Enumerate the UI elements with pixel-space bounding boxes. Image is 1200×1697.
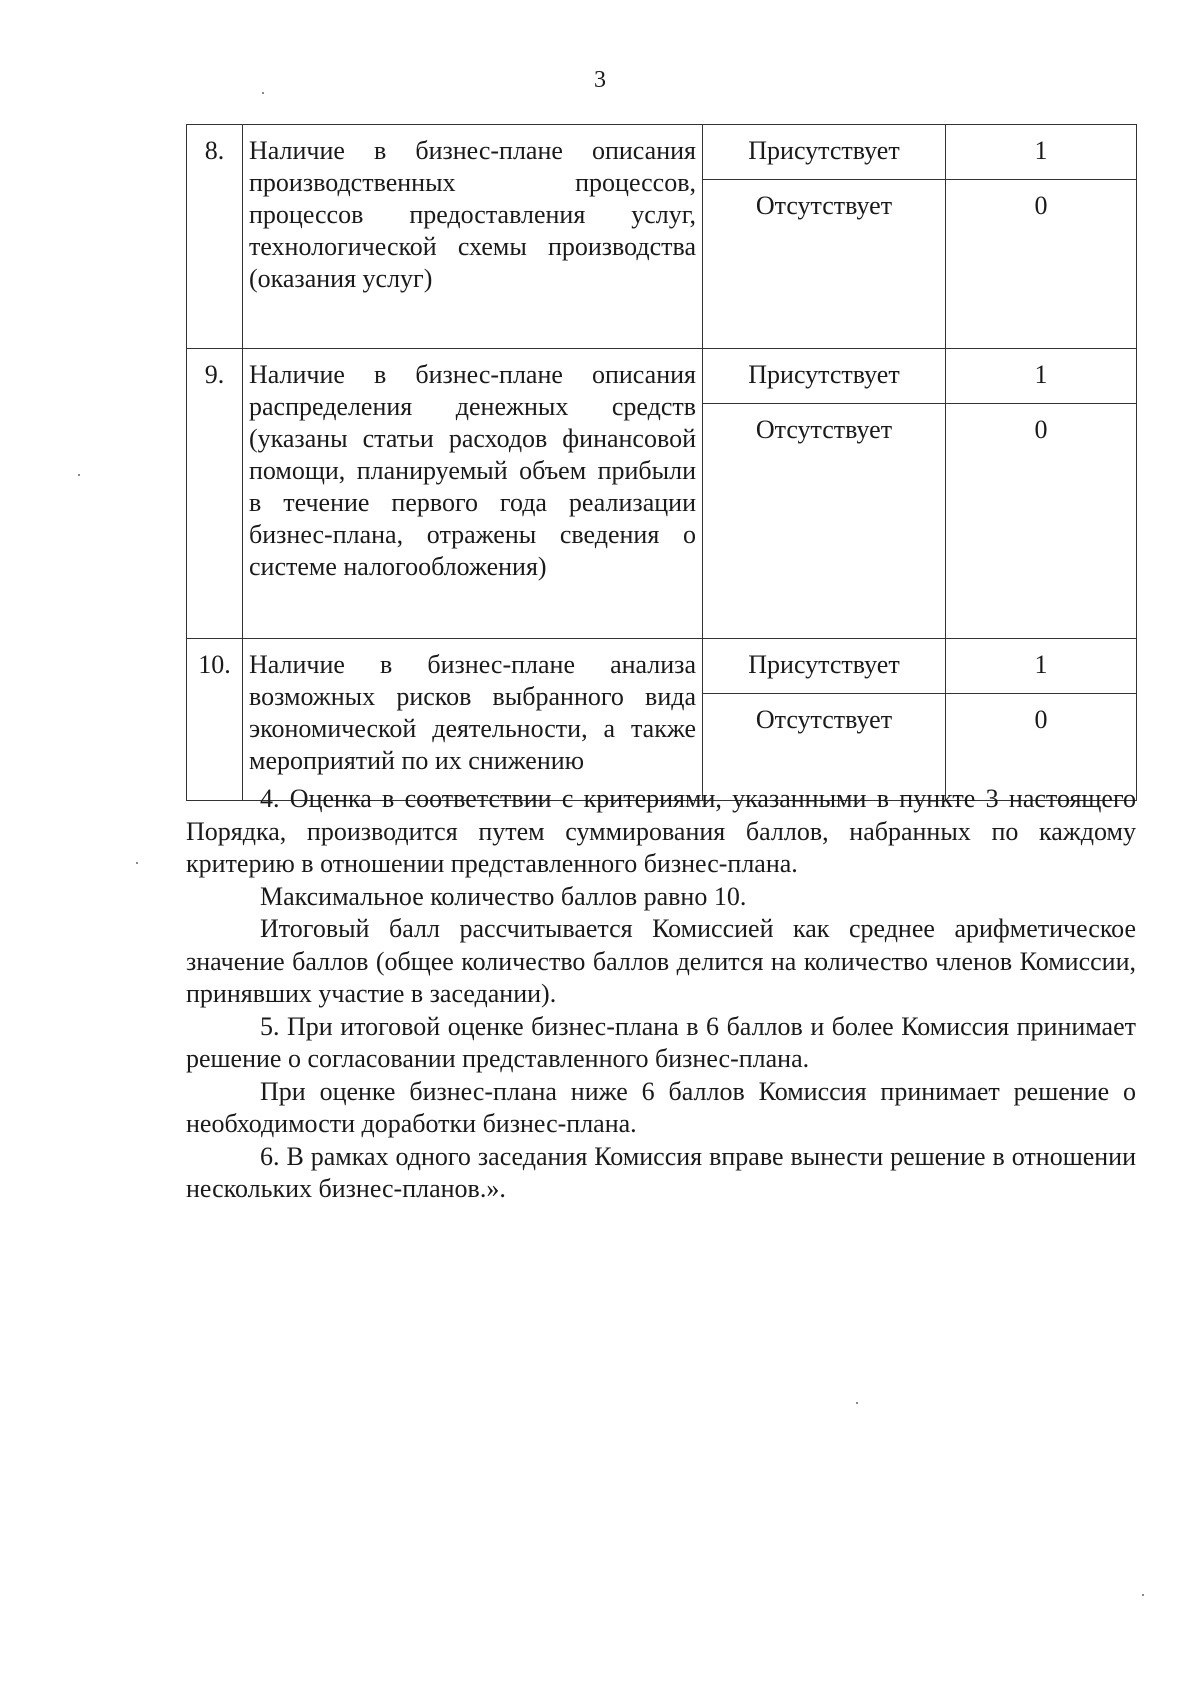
option-points: 0 bbox=[946, 404, 1137, 639]
criterion-description: Наличие в бизнес-плане описания производственных процессов, процессов предоставления услуг, технологической схемы производства (оказания услуг) bbox=[243, 125, 703, 349]
option-points: 1 bbox=[946, 125, 1137, 180]
scan-speck bbox=[1142, 1594, 1144, 1596]
option-points: 0 bbox=[946, 180, 1137, 349]
option-points: 1 bbox=[946, 639, 1137, 694]
option-label: Присутствует bbox=[703, 639, 946, 694]
paragraph: При оценке бизнес-плана ниже 6 баллов Комиссия принимает решение о необходимости доработки бизнес-плана. bbox=[186, 1076, 1136, 1138]
body-text bbox=[186, 783, 1136, 1206]
option-label: Отсутствует bbox=[703, 404, 946, 639]
criteria-table bbox=[186, 124, 1137, 801]
page-number: 3 bbox=[594, 67, 606, 93]
option-label: Присутствует bbox=[703, 349, 946, 404]
criterion-description: Наличие в бизнес-плане анализа возможных рисков выбранного вида экономической деятельности, а также мероприятий по их снижению bbox=[243, 639, 703, 801]
option-label: Присутствует bbox=[703, 125, 946, 180]
paragraph: 5. При итоговой оценке бизнес-плана в 6 баллов и более Комиссия принимает решение о согласовании представленного бизнес-плана. bbox=[186, 1011, 1136, 1073]
criterion-number: 10. bbox=[187, 639, 243, 801]
table-row bbox=[187, 125, 1137, 180]
criterion-description: Наличие в бизнес-плане описания распределения денежных средств (указаны статьи расходов финансовой помощи, планируемый объем прибыли в течение первого года реализации бизнес-плана, отражены сведения о системе налогообложения) bbox=[243, 349, 703, 639]
paragraph: 6. В рамках одного заседания Комиссия вправе вынести решение в отношении нескольких бизнес-планов.». bbox=[186, 1141, 1136, 1203]
option-label: Отсутствует bbox=[703, 180, 946, 349]
option-points: 0 bbox=[946, 694, 1137, 801]
criterion-number: 8. bbox=[187, 125, 243, 349]
paragraph: 4. Оценка в соответствии с критериями, указанными в пункте 3 настоящего Порядка, производится путем суммирования баллов, набранных по каждому критерию в отношении представленного бизнес-плана. bbox=[186, 784, 1136, 878]
scan-speck bbox=[136, 862, 138, 864]
criterion-number: 9. bbox=[187, 349, 243, 639]
paragraph: Максимальное количество баллов равно 10. bbox=[260, 881, 747, 911]
option-label: Отсутствует bbox=[703, 694, 946, 801]
scan-speck bbox=[78, 474, 80, 476]
scan-speck bbox=[856, 1402, 858, 1404]
option-points: 1 bbox=[946, 349, 1137, 404]
paragraph: Итоговый балл рассчитывается Комиссией как среднее арифметическое значение баллов (общее количество баллов делится на количество членов Комиссии, принявших участие в заседании). bbox=[186, 914, 1136, 1008]
table-row bbox=[187, 639, 1137, 694]
scan-speck bbox=[262, 92, 264, 94]
table-row bbox=[187, 349, 1137, 404]
